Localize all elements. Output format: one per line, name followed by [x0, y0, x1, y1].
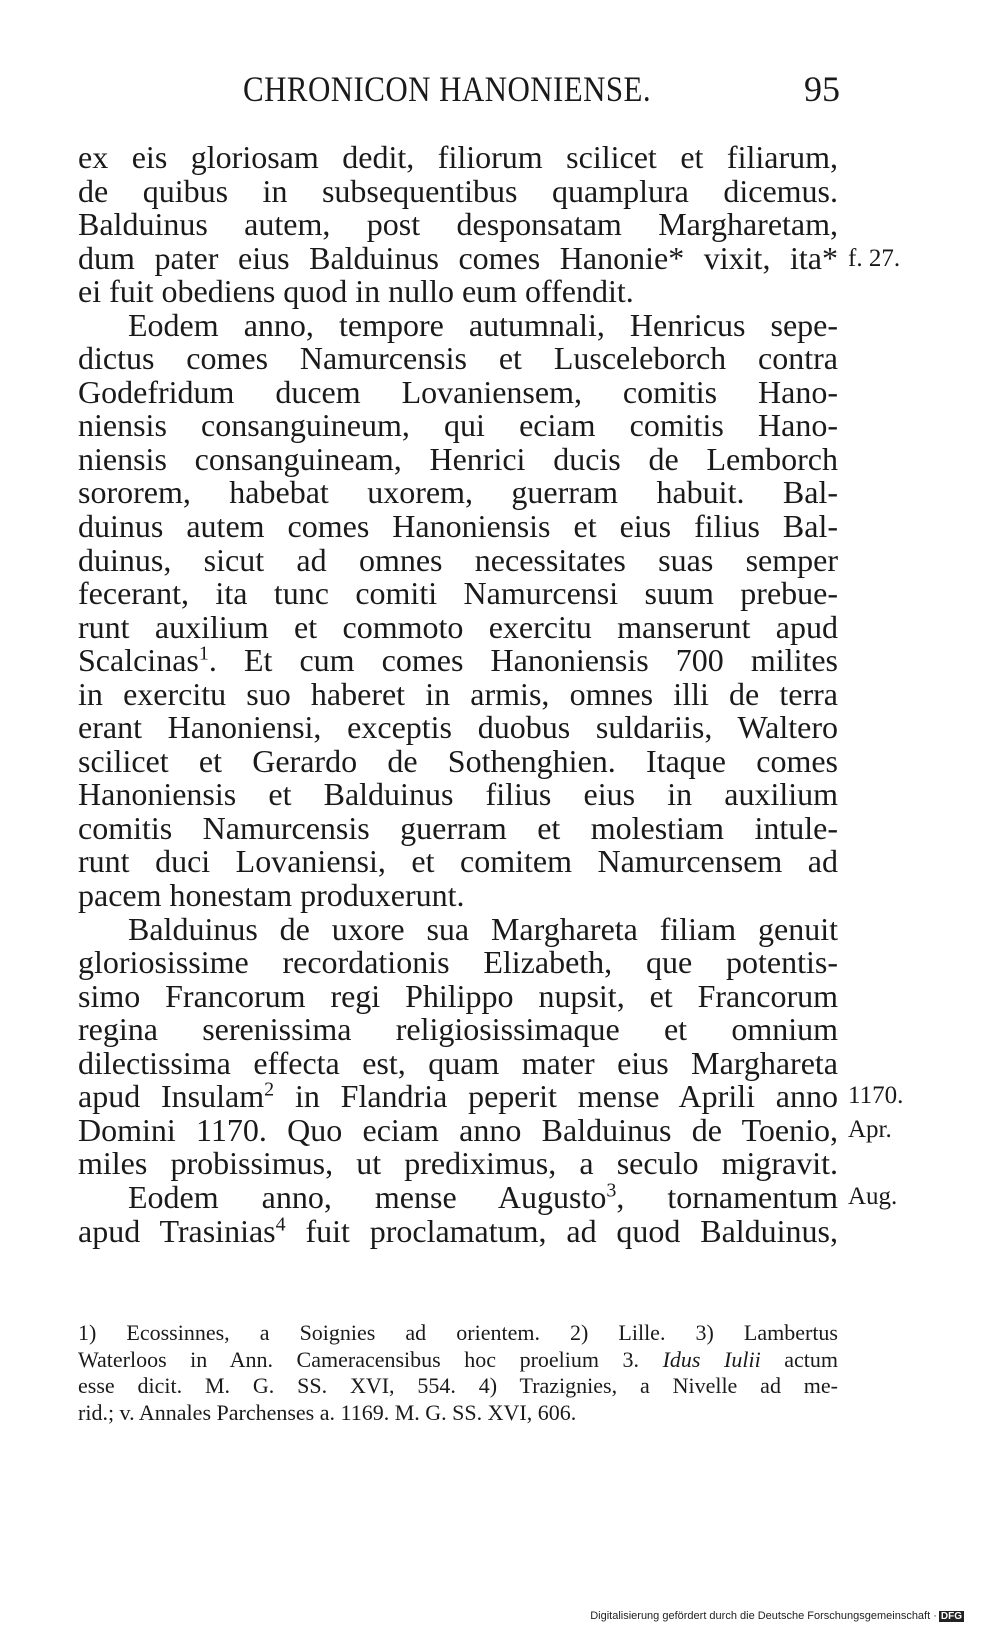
- text-line: regina serenissima religiosissimaque et omnium: [78, 1011, 838, 1048]
- dfg-logo: DFG: [940, 1611, 962, 1622]
- footnote-mark: 1: [198, 642, 209, 665]
- text-line: Hanoniensis et Balduinus filius eius in auxilium: [78, 776, 838, 813]
- text-line: runt auxilium et commoto exercitu manserunt apud: [78, 608, 838, 645]
- line-text: apud Insulam: [78, 1078, 265, 1115]
- text-line: duinus autem comes Hanoniensis et eius filius Bal-: [78, 508, 838, 545]
- line-text: apud Trasinias: [78, 1212, 276, 1249]
- running-title: CHRONICON HANONIENSE.: [243, 69, 652, 109]
- footnote-line: [78, 1347, 838, 1374]
- line-text: Scalcinas: [78, 642, 199, 679]
- footnote-line: 1) Ecossinnes, a Soignies ad orientem. 2) Lille. 3) Lambertus: [78, 1320, 838, 1345]
- text-line: scilicet et Gerardo de Sothenghien. Itaque comes: [78, 742, 838, 779]
- footnote-mark: 3: [606, 1179, 617, 1202]
- text-line: ei fuit obediens quod in nullo eum offendit.: [78, 273, 634, 310]
- text-line: runt duci Lovaniensi, et comitem Namurcensem ad: [78, 843, 838, 880]
- line-text: , tornamentum: [616, 1178, 839, 1215]
- line-text: . Et cum comes Hanoniensis 700 milites: [208, 642, 838, 679]
- text-line: niensis consanguineam, Henrici ducis de Lemborch: [78, 440, 838, 477]
- text-line: Balduinus autem, post desponsatam Margharetam,: [78, 206, 838, 243]
- text-line: comitis Namurcensis guerram et molestiam intule-: [78, 809, 838, 846]
- margin-note-month: Aug.: [848, 1183, 898, 1210]
- footnote-mark: 4: [275, 1212, 286, 1235]
- text-line: erant Hanoniensi, exceptis duobus suldariis, Waltero: [78, 709, 838, 746]
- footnote-mark: 2: [264, 1078, 275, 1101]
- page-header: [78, 68, 838, 118]
- margin-note-folio: f. 27.: [848, 245, 901, 272]
- text-line: dictus comes Namurcensis et Lusceleborch contra: [78, 340, 838, 377]
- text-line: gloriosissime recordationis Elizabeth, que potentis-: [78, 944, 838, 981]
- footnote-text: actum: [760, 1346, 838, 1372]
- text-line: dilectissima effecta est, quam mater eius Marghareta: [78, 1044, 838, 1081]
- margin-note-year: 1170.: [848, 1082, 904, 1109]
- text-line: sororem, habebat uxorem, guerram habuit. Bal-: [78, 474, 838, 511]
- text-line: [78, 644, 838, 678]
- text-line: niensis consanguineum, qui eciam comitis Hano-: [78, 407, 838, 444]
- digitization-credit: [590, 1610, 964, 1622]
- text-line: duinus, sicut ad omnes necessitates suas semper: [78, 541, 838, 578]
- text-line: in exercitu suo haberet in armis, omnes illi de terra: [78, 675, 838, 712]
- text-line: [78, 1212, 839, 1249]
- text-line: simo Francorum regi Philippo nupsit, et Francorum: [78, 977, 838, 1014]
- text-line: [78, 1080, 838, 1114]
- text-line: miles probissimus, ut prediximus, a seculo migravit.: [78, 1145, 838, 1182]
- text-line: ex eis gloriosam dedit, filiorum scilicet et filiarum,: [78, 139, 838, 175]
- line-text: Eodem anno, mense Augusto: [128, 1178, 607, 1215]
- credit-text: Digitalisierung gefördert durch die Deutsche Forschungsgemeinschaft ·: [590, 1610, 937, 1622]
- footnotes: [78, 1320, 838, 1427]
- text-line: [78, 1178, 839, 1215]
- text-line: de quibus in subsequentibus quamplura dicemus.: [78, 172, 838, 209]
- text-line: Godefridum ducem Lovaniensem, comitis Hano-: [78, 373, 838, 410]
- text-line: pacem honestam produxerunt.: [78, 877, 465, 914]
- line-text: in Flandria peperit mense Aprili anno: [274, 1078, 839, 1115]
- text-line: fecerant, ita tunc comiti Namurcensi suum prebue-: [78, 575, 838, 612]
- line-text: fuit proclamatum, ad quod Balduinus,: [285, 1212, 839, 1249]
- text-line: Balduinus de uxore sua Marghareta filiam genuit: [128, 910, 838, 947]
- footnote-line: esse dicit. M. G. SS. XVI, 554. 4) Trazignies, a Nivelle ad me-: [78, 1373, 838, 1399]
- text-line: dum pater eius Balduinus comes Hanonie* vixit, ita*: [78, 239, 838, 276]
- footnote-line: rid.; v. Annales Parchenses a. 1169. M. G. SS. XVI, 606.: [78, 1400, 577, 1426]
- page-number: 95: [804, 69, 840, 109]
- footnote-italic: Idus Iulii: [662, 1346, 761, 1372]
- text-line: Domini 1170. Quo eciam anno Balduinus de Toenio,: [78, 1111, 838, 1148]
- margin-note-month: Apr.: [848, 1116, 892, 1143]
- text-line: Eodem anno, tempore autumnali, Henricus sepe-: [128, 306, 838, 343]
- body-text: [78, 139, 904, 1249]
- footnote-text: Waterloos in Ann. Cameracensibus hoc proelium 3.: [78, 1346, 640, 1372]
